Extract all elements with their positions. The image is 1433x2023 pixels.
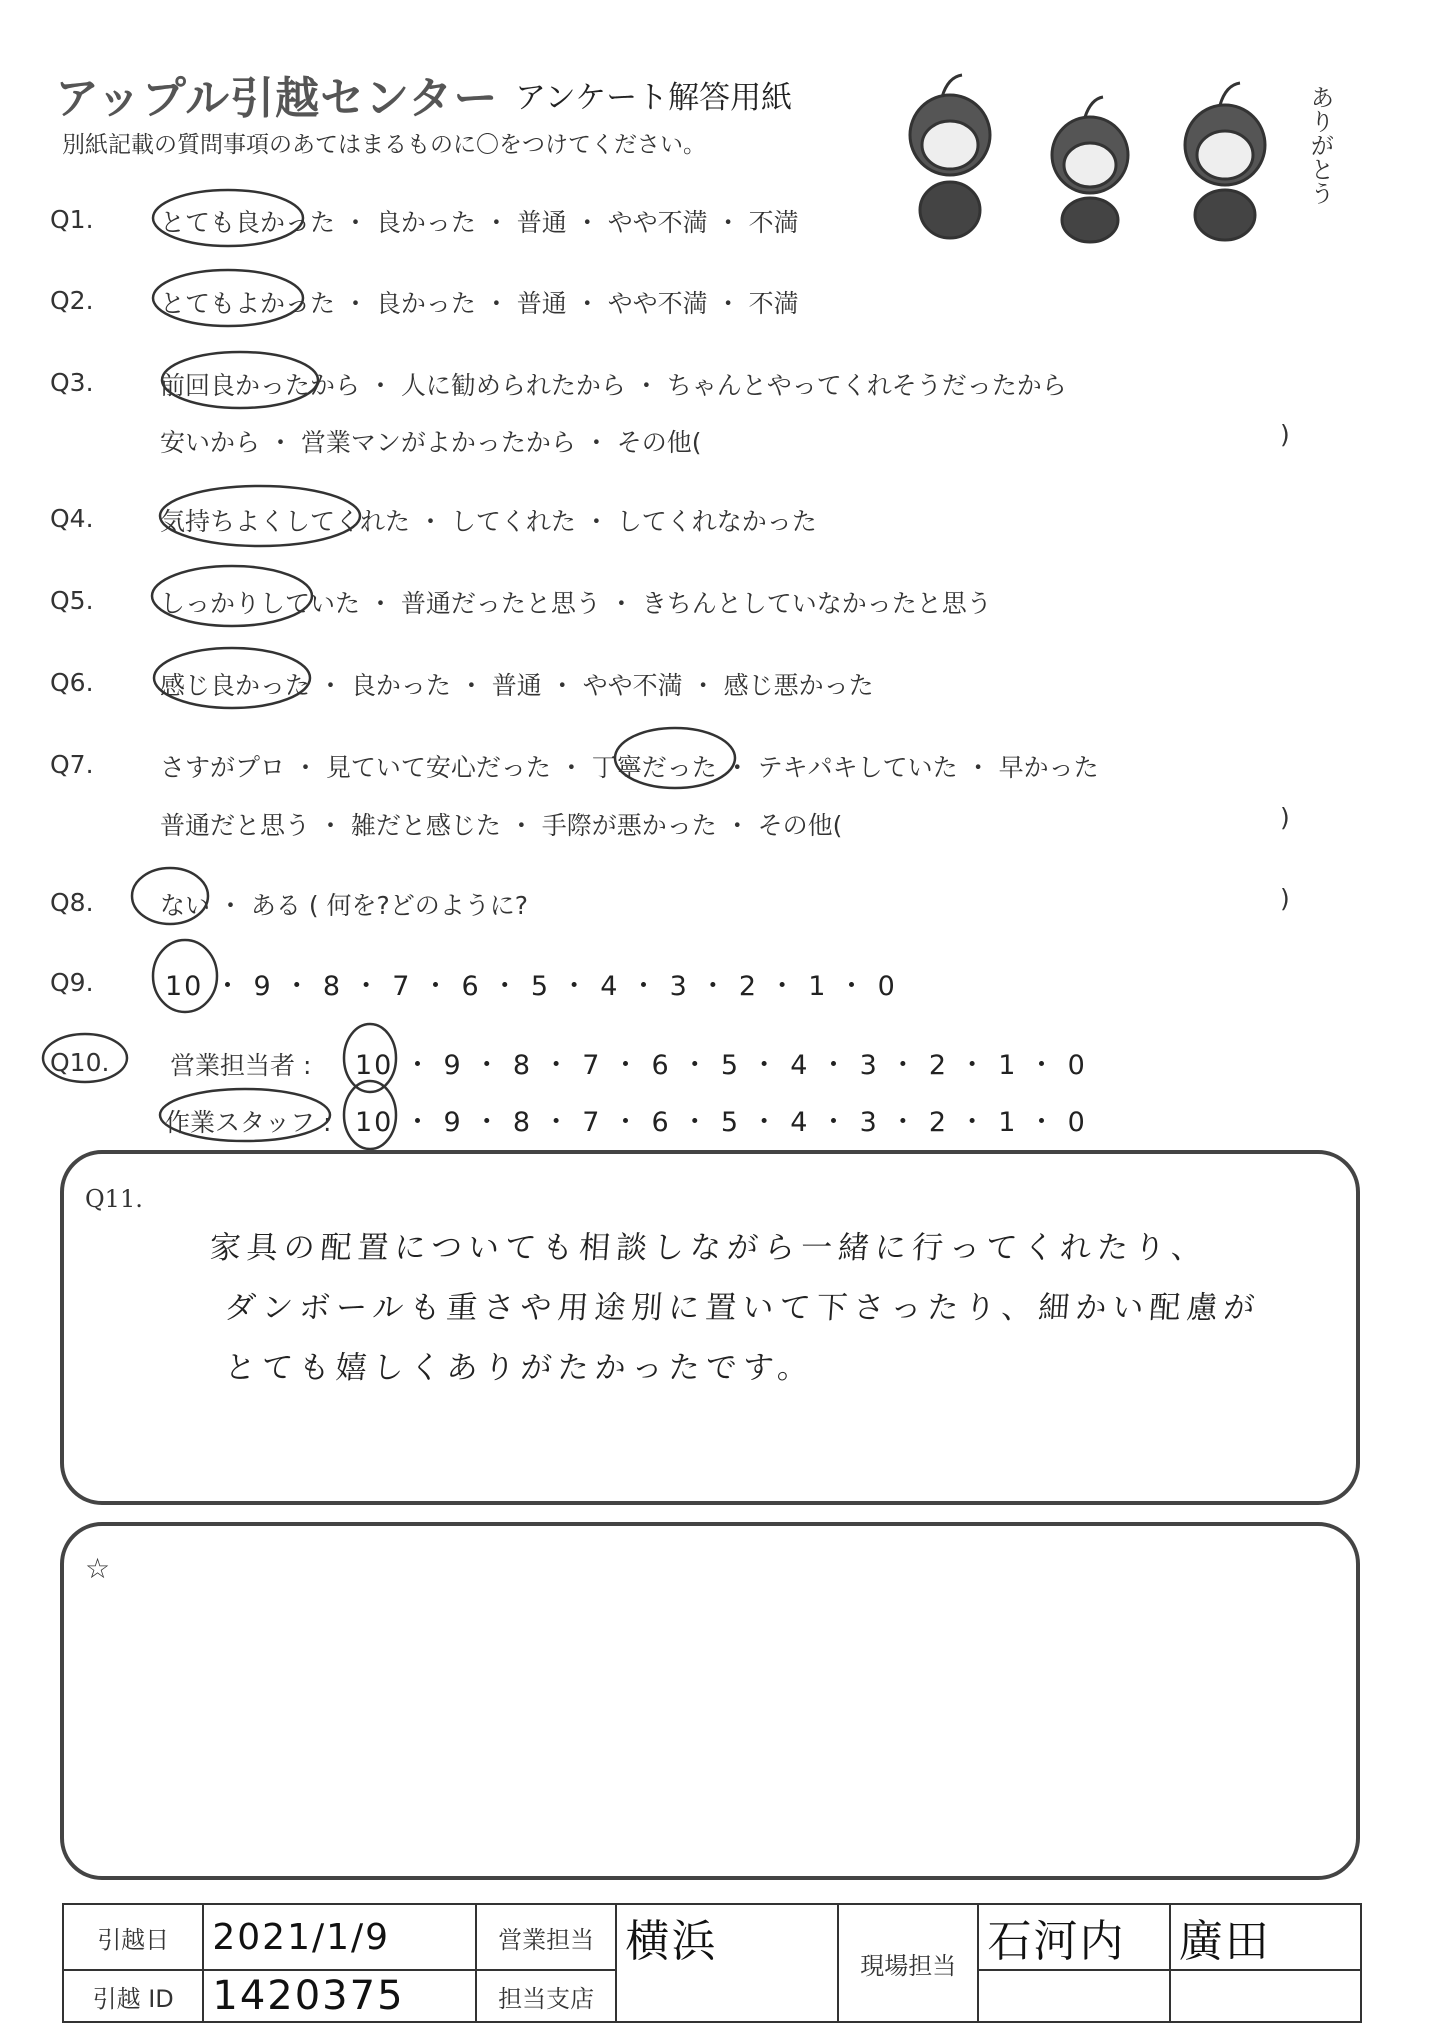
site-value-1: 石河内 [987,1916,1126,1967]
sales-value: 横浜 [625,1916,718,1967]
move-id-value: 1420375 [212,1973,405,2019]
q9-scale: 10 ・ 9 ・ 8 ・ 7 ・ 6 ・ 5 ・ 4 ・ 3 ・ 2 ・ 1 ・ 0 [165,971,897,1002]
company-name: アップル引越センター [55,73,499,124]
q11-handwritten-line2: ダンボールも重さや用途別に置いて下さったり、細かい配慮が [223,1290,1262,1326]
q3-options-line2: 安いから ・ 営業マンがよかったから ・ その他( [160,428,702,457]
q1-options: とても良かった ・ 良かった ・ 普通 ・ やや不満 ・ 不満 [160,208,799,237]
site-value-2: 廣田 [1178,1916,1271,1967]
mascot-caption: ありがとう [1306,85,1334,205]
q10-staff-scale: 10 ・ 9 ・ 8 ・ 7 ・ 6 ・ 5 ・ 4 ・ 3 ・ 2 ・ 1 ・ 0 [355,1107,1087,1138]
q6-options: 感じ良かった ・ 良かった ・ 普通 ・ やや不満 ・ 感じ悪かった [160,671,874,700]
q8-options: ない ・ ある ( 何を?どのように? [160,891,529,920]
q5-label: Q5. [50,586,94,615]
q11-label: Q11. [85,1185,143,1213]
instruction-text: 別紙記載の質問事項のあてはまるものに〇をつけてください。 [62,132,706,158]
form-title: アンケート解答用紙 [515,80,793,116]
q2-label: Q2. [50,286,94,315]
branch-label: 担当支店 [476,1970,616,2022]
q6-label: Q6. [50,668,94,697]
q4-options: 気持ちよくしてくれた ・ してくれた ・ してくれなかった [160,507,817,536]
q10-sales-label: 営業担当者 : [170,1051,312,1080]
q8-close-paren: ) [1280,884,1290,913]
q7-options-line2: 普通だと思う ・ 雑だと感じた ・ 手際が悪かった ・ その他( [160,811,843,840]
q11-comment-box [60,1150,1360,1505]
q8-label: Q8. [50,888,94,917]
q7-label: Q7. [50,750,94,779]
q3-options-line1: 前回良かったから ・ 人に勧められたから ・ ちゃんとやってくれそうだったから [160,371,1067,400]
move-date-label: 引越日 [63,1904,203,1970]
star-comment-box [60,1522,1360,1880]
q1-label: Q1. [50,205,94,234]
sales-label: 営業担当 [476,1904,616,1970]
move-date-value: 2021/1/9 [212,1916,391,1958]
q3-close-paren: ) [1280,420,1290,449]
star-icon: ☆ [85,1552,111,1585]
q10-staff-label: 作業スタッフ : [165,1108,332,1137]
site-label: 現場担当 [838,1904,978,2022]
q7-options-line1: さすがプロ ・ 見ていて安心だった ・ 丁寧だった ・ テキパキしていた ・ 早かった [160,753,1099,782]
q10-label: Q10. [50,1048,110,1077]
q7-close-paren: ) [1280,803,1290,832]
q3-label: Q3. [50,368,94,397]
q2-options: とてもよかった ・ 良かった ・ 普通 ・ やや不満 ・ 不満 [160,289,799,318]
mascot-monkeys-illustration [880,55,1350,245]
q9-label: Q9. [50,968,94,997]
q10-sales-scale: 10 ・ 9 ・ 8 ・ 7 ・ 6 ・ 5 ・ 4 ・ 3 ・ 2 ・ 1 ・ 0 [355,1050,1087,1081]
move-id-label: 引越 ID [63,1970,203,2022]
q11-handwritten-line3: とても嬉しくありがたかったです。 [223,1350,816,1386]
q4-label: Q4. [50,504,94,533]
footer-info-table [62,1903,1362,2023]
q11-handwritten-line1: 家具の配置についても相談しながら一緒に行ってくれたり、 [208,1230,1210,1266]
q5-options: しっかりしていた ・ 普通だったと思う ・ きちんとしていなかったと思う [160,589,992,618]
